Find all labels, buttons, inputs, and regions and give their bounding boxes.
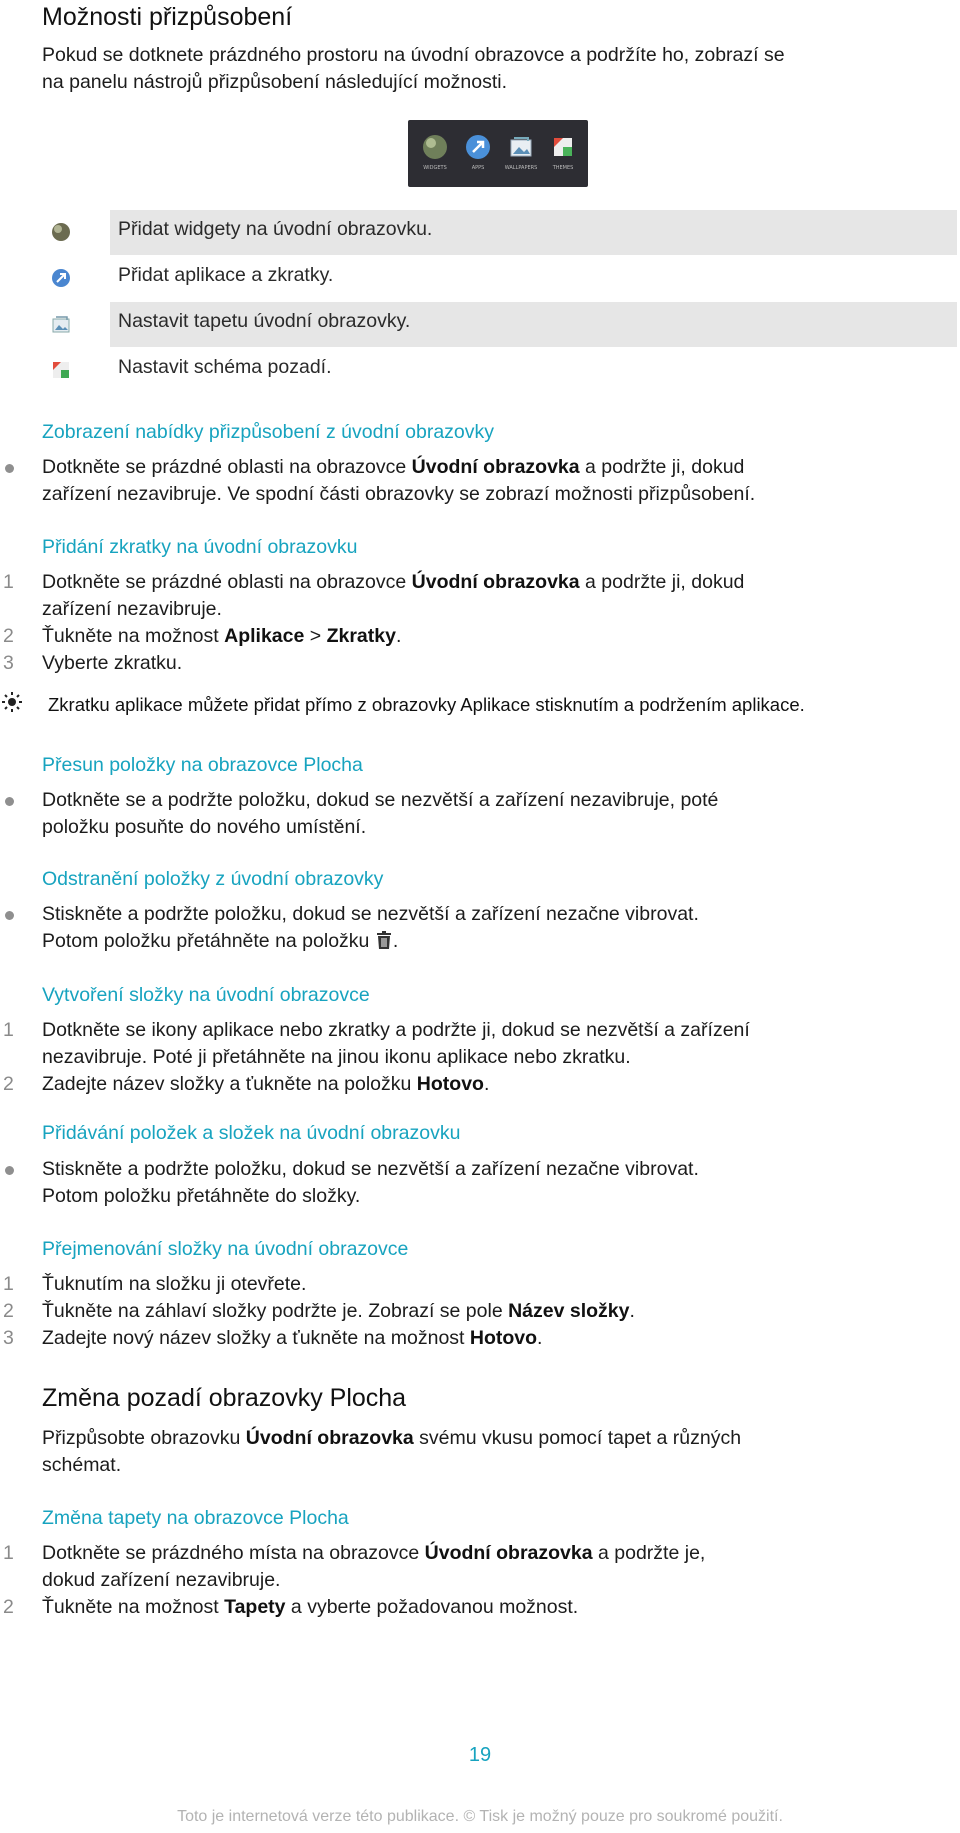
step-text: Ťukněte na záhlaví složky podržte je. Zobrazí se pole Název složky.	[42, 1300, 635, 1322]
tip-text: Zkratku aplikace můžete přidat přímo z obrazovky Aplikace stisknutím a podržením aplikace.	[48, 694, 805, 715]
step-number: 2	[3, 1300, 14, 1322]
step-text: Dotkněte se prázdné oblasti na obrazovce Úvodní obrazovka a podržte ji, dokud zařízení nezavibruje.	[42, 571, 745, 620]
bullet	[5, 464, 14, 473]
tip-lightbulb-icon	[0, 690, 24, 714]
widget-globe-icon	[50, 221, 72, 243]
toolbar-label: WIDGETS	[423, 165, 447, 171]
paragraph: Přizpůsobte obrazovku Úvodní obrazovka svému vkusu pomocí tapet a různých schémat.	[42, 1427, 742, 1476]
step-number: 2	[3, 1596, 14, 1618]
step-text: Ťuknutím na složku ji otevřete.	[42, 1273, 307, 1295]
step-number: 1	[3, 1542, 14, 1564]
footer-note: Toto je internetová verze této publikace. © Tisk je možný pouze pro soukromé použití.	[177, 1808, 783, 1825]
step-number: 3	[3, 1327, 14, 1349]
option-label: Nastavit tapetu úvodní obrazovky.	[118, 310, 411, 332]
trash-icon	[375, 930, 393, 950]
step-text: Dotkněte se prázdného místa na obrazovce Úvodní obrazovka a podržte je, dokud zařízení nezavibruje.	[42, 1542, 706, 1591]
step-text: Ťukněte na možnost Aplikace > Zkratky.	[42, 625, 402, 647]
step-number: 1	[3, 571, 14, 593]
paragraph: Dotkněte se a podržte položku, dokud se nezvětší a zařízení nezavibruje, poté položku posuňte do nového umístění.	[42, 789, 719, 838]
option-label: Přidat widgety na úvodní obrazovku.	[118, 218, 433, 240]
page-number: 19	[468, 1744, 492, 1766]
step-number: 2	[3, 625, 14, 647]
step-text: Vyberte zkratku.	[42, 652, 183, 674]
customization-toolbar-image	[408, 120, 588, 187]
toolbar-label: WALLPAPERS	[504, 165, 538, 171]
page-title: Možnosti přizpůsobení	[42, 3, 293, 31]
bullet	[5, 797, 14, 806]
step-text: Zadejte název složky a ťukněte na položku Hotovo.	[42, 1073, 490, 1095]
option-row	[110, 256, 957, 301]
section-heading: Přejmenování složky na úvodní obrazovce	[42, 1238, 409, 1260]
wallpapers-icon	[506, 132, 536, 162]
paragraph: Stiskněte a podržte položku, dokud se nezvětší a zařízení nezačne vibrovat. Potom položku přetáhněte do složky.	[42, 1158, 699, 1207]
section-heading: Přidání zkratky na úvodní obrazovku	[42, 536, 358, 558]
step-number: 2	[3, 1073, 14, 1095]
intro-line-2: na panelu nástrojů přizpůsobení následující možnosti.	[42, 71, 508, 93]
bullet	[5, 911, 14, 920]
intro-line-1: Pokud se dotknete prázdného prostoru na úvodní obrazovce a podržíte ho, zobrazí se	[42, 44, 785, 66]
section-heading: Odstranění položky z úvodní obrazovky	[42, 868, 384, 890]
section-title: Změna pozadí obrazovky Plocha	[42, 1384, 407, 1412]
themes-icon	[548, 132, 578, 162]
option-label: Přidat aplikace a zkratky.	[118, 264, 334, 286]
step-number: 1	[3, 1273, 14, 1295]
section-heading: Přesun položky na obrazovce Plocha	[42, 754, 363, 776]
step-text: Dotkněte se ikony aplikace nebo zkratky a podržte ji, dokud se nezvětší a zařízení nezavibruje. Poté ji přetáhněte na jinou ikonu aplikace nebo zkratku.	[42, 1019, 750, 1068]
toolbar-label: THEMES	[552, 165, 574, 171]
step-text: Ťukněte na možnost Tapety a vyberte požadovanou možnost.	[42, 1596, 579, 1618]
toolbar-label: APPS	[471, 165, 485, 171]
option-row	[110, 348, 957, 393]
section-heading: Změna tapety na obrazovce Plocha	[42, 1507, 349, 1529]
widgets-icon	[420, 132, 450, 162]
intro-paragraph	[42, 42, 785, 96]
option-row	[110, 210, 957, 255]
section-heading: Vytvoření složky na úvodní obrazovce	[42, 984, 370, 1006]
section-heading: Přidávání položek a složek na úvodní obrazovku	[42, 1122, 461, 1144]
section-heading: Zobrazení nabídky přizpůsobení z úvodní obrazovky	[42, 421, 495, 443]
paragraph: Dotkněte se prázdné oblasti na obrazovce Úvodní obrazovka a podržte ji, dokud zařízení nezavibruje. Ve spodní části obrazovky se zobrazí možnosti přizpůsobení.	[42, 456, 756, 505]
step-number: 1	[3, 1019, 14, 1041]
apps-icon	[50, 267, 72, 289]
option-label: Nastavit schéma pozadí.	[118, 356, 332, 378]
step-text: Zadejte nový název složky a ťukněte na možnost Hotovo.	[42, 1327, 543, 1349]
bullet	[5, 1166, 14, 1175]
apps-icon	[463, 132, 493, 162]
wallpaper-icon	[50, 313, 72, 335]
option-row	[110, 302, 957, 347]
paragraph: Stiskněte a podržte položku, dokud se nezvětší a zařízení nezačne vibrovat. Potom položku přetáhněte na položku .	[42, 903, 699, 952]
step-number: 3	[3, 652, 14, 674]
themes-icon	[50, 359, 72, 381]
